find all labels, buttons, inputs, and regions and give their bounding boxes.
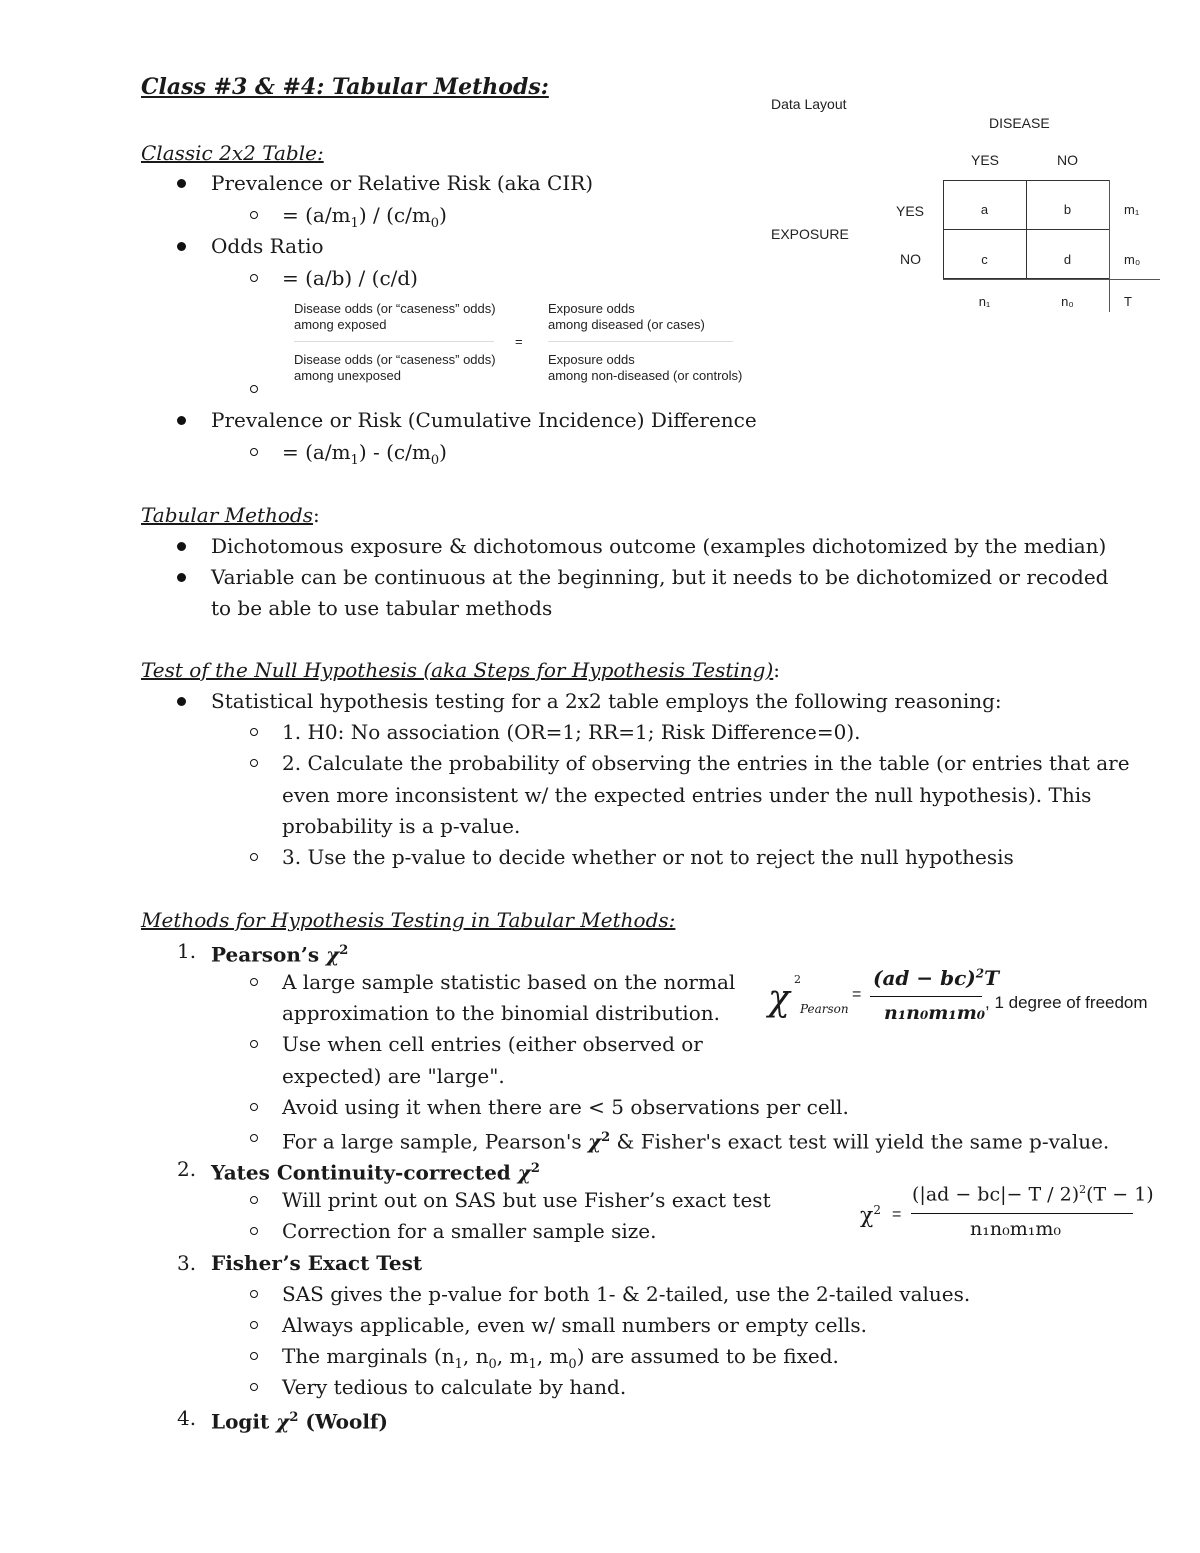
cell-d: d [1063,252,1072,267]
pearson-title: Pearson’s $\chi^2$ [211,942,349,967]
yates-title: Yates Continuity-corrected $\chi^2$ [211,1160,540,1185]
fisher-item: SAS gives the p-value for both 1- & 2-tailed, use the 2-tailed values. [282,1282,971,1306]
step-item: 2. Calculate the probability of observing the entries in the table (or entries that are [282,751,1130,775]
odds-image-num-right: Exposure odds among diseased (or cases) [548,301,705,332]
step-item-continued: even more inconsistent w/ the expected entries under the null hypothesis). This [282,783,1092,807]
circle-bullet-icon [250,211,258,219]
cell-b: b [1063,202,1072,217]
fisher-item: Very tedious to calculate by hand. [282,1375,627,1399]
yates-numerator: $(|ad - bc|- T / 2)^2(T - 1)$ [912,1183,1154,1206]
pearson-item: Use when cell entries (either observed or [282,1032,703,1056]
fraction-line [911,1213,1133,1214]
yates-item: Correction for a smaller sample size. [282,1219,657,1243]
list-item-continued: to be able to use tabular methods [211,596,553,620]
exposure-label: EXPOSURE [771,226,849,242]
circle-bullet-icon [250,728,258,736]
yates-chi: $\chi^2$ [860,1203,881,1229]
list-number: 1. [177,939,197,963]
odds-image-equals: = [515,334,523,349]
fraction-line [294,341,494,342]
list-number: 2. [177,1157,197,1181]
circle-bullet-icon [250,1103,258,1111]
circle-bullet-icon [250,1321,258,1329]
circle-bullet-icon [250,1227,258,1235]
circle-bullet-icon [250,1040,258,1048]
circle-bullet-icon [250,759,258,767]
col-yes-label: YES [971,152,1000,168]
fraction-line [548,341,733,342]
classic-table-heading: Classic 2x2 Table: [141,141,324,165]
pearson-item-continued: approximation to the binomial distribution. [282,1001,720,1025]
list-item: Prevalence or Relative Risk (aka CIR) [211,171,594,195]
cell-n0: n₀ [1061,294,1074,309]
list-number: 3. [177,1251,197,1275]
bullet-icon [177,573,186,582]
page-title: Class #3 & #4: Tabular Methods: [141,74,549,100]
fisher-item-marginals: The marginals ($n_1$, $n_0$, $m_1$, $m_0$) are assumed to be fixed. [282,1344,839,1372]
list-number: 4. [177,1406,197,1430]
pearson-subscript: Pearson [800,1002,849,1016]
pearson-item-continued: expected) are "large". [282,1064,505,1088]
circle-bullet-icon [250,448,258,456]
yates-denominator: n₁n₀m₁m₀ [970,1218,1061,1240]
list-item: Statistical hypothesis testing for a 2x2 table employs the following reasoning: [211,689,1002,713]
list-item: Odds Ratio [211,234,324,258]
step-item: 1. H0: No association (OR=1; RR=1; Risk Difference=0). [282,720,861,744]
odds-image-den-right: Exposure odds among non-diseased (or controls) [548,352,743,383]
cell-m1: m₁ [1124,202,1140,217]
pearson-denominator: n₁n₀m₁m₀ [884,1002,986,1024]
fisher-item: Always applicable, even w/ small numbers or empty cells. [282,1313,867,1337]
formula-equals: = [892,1206,902,1223]
logit-title: Logit $\chi^2$ (Woolf) [211,1409,388,1434]
grid-divider [943,229,1110,230]
bullet-icon [177,697,186,706]
list-item: Dichotomous exposure & dichotomous outcome (examples dichotomized by the median) [211,534,1107,558]
list-item: Variable can be continuous at the beginning, but it needs to be dichotomized or recoded [211,565,1109,589]
formula-relative-risk: = $(a/m_1) / (c/m_0)$ [282,203,447,231]
fisher-title: Fisher’s Exact Test [211,1251,423,1275]
formula-equals: = [852,986,862,1003]
step-item: 3. Use the p-value to decide whether or not to reject the null hypothesis [282,845,1014,869]
bullet-icon [177,416,186,425]
null-hypothesis-heading: Test of the Null Hypothesis (aka Steps for Hypothesis Testing): [141,658,781,682]
circle-bullet-icon [250,853,258,861]
chi-symbol: χ [768,978,790,1019]
pearson-item: Avoid using it when there are < 5 observations per cell. [282,1095,849,1119]
cell-a: a [980,202,989,217]
row-no-label: NO [900,251,921,267]
formula-odds-ratio: = (a/b) / (c/d) [282,266,418,290]
list-item: Prevalence or Risk (Cumulative Incidence) Difference [211,408,757,432]
methods-heading: Methods for Hypothesis Testing in Tabular Methods: [141,908,676,932]
odds-image-num-left: Disease odds (or “caseness” odds) among exposed [294,301,496,332]
circle-bullet-icon [250,978,258,986]
pearson-numerator: (ad − bc)$^2$T [873,966,999,990]
circle-bullet-icon [250,1290,258,1298]
col-no-label: NO [1057,152,1078,168]
formula-risk-difference: = $(a/m_1) - (c/m_0)$ [282,440,447,468]
pearson-item: For a large sample, Pearson's $\chi^2$ & Fisher's exact test will yield the same p-value. [282,1129,1110,1154]
circle-bullet-icon [250,1134,258,1142]
pearson-item: A large sample statistic based on the normal [282,970,736,994]
step-item-continued: probability is a p-value. [282,814,521,838]
odds-image-den-left: Disease odds (or “caseness” odds) among unexposed [294,352,496,383]
bullet-icon [177,242,186,251]
circle-bullet-icon [250,385,258,393]
circle-bullet-icon [250,1196,258,1204]
tabular-heading: Tabular Methods: [141,503,320,527]
cell-m0: m₀ [1124,252,1141,267]
bullet-icon [177,542,186,551]
circle-bullet-icon [250,274,258,282]
row-yes-label: YES [896,203,925,219]
circle-bullet-icon [250,1352,258,1360]
degree-of-freedom-label: , 1 degree of freedom [985,993,1148,1012]
disease-label: DISEASE [989,115,1050,131]
fraction-line [870,996,982,997]
total-line [943,279,1160,280]
cell-n1: n₁ [978,294,991,309]
yates-item: Will print out on SAS but use Fisher’s exact test [282,1188,771,1212]
total-line [1109,180,1110,312]
bullet-icon [177,179,186,188]
circle-bullet-icon [250,1383,258,1391]
cell-total: T [1124,294,1132,309]
data-layout-title: Data Layout [771,96,847,112]
chi-sup: 2 [794,973,801,986]
cell-c: c [981,252,988,267]
